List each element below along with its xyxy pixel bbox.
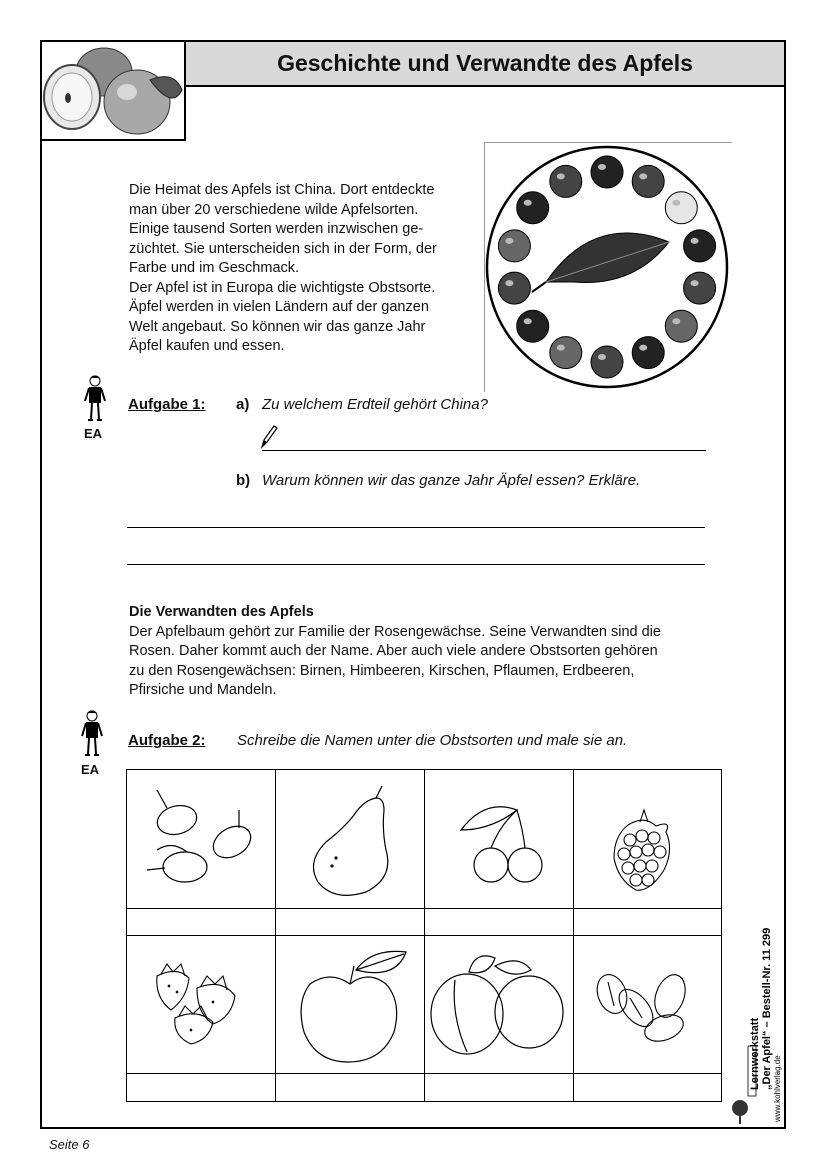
apple-highlight bbox=[639, 345, 647, 351]
side-line1: Lernwerkstatt bbox=[749, 1017, 761, 1090]
fruit-name-field[interactable] bbox=[276, 1074, 425, 1101]
side-line2: „Der Apfel“ – Bestell-Nr. 11 299 bbox=[761, 927, 773, 1090]
task2-label: Aufgabe 2: bbox=[128, 732, 206, 749]
relatives-line: Der Apfelbaum gehört zur Familie der Rosengewächse. Seine Verwandten sind die bbox=[129, 623, 661, 640]
relatives-line: Pfirsiche und Mandeln. bbox=[129, 682, 277, 698]
small-apple-icon bbox=[517, 310, 549, 342]
task1-label: Aufgabe 1: bbox=[128, 396, 206, 413]
small-apple-icon bbox=[684, 272, 716, 304]
intro-line: züchtet. Sie unterscheiden sich in der Form, der bbox=[129, 240, 437, 257]
fruit-cell-strawberry bbox=[127, 936, 276, 1074]
small-apple-icon bbox=[591, 346, 623, 378]
apple-highlight bbox=[524, 318, 532, 324]
fruit-cell-apple bbox=[276, 936, 425, 1074]
apple-icon bbox=[276, 936, 424, 1074]
relatives-line: zu den Rosengewächsen: Birnen, Himbeeren, Kirschen, Pflaumen, Erdbeeren, bbox=[129, 662, 635, 679]
strawberry-icon bbox=[127, 936, 275, 1074]
intro-line: man über 20 verschiedene wilde Apfelsorten. bbox=[129, 201, 419, 218]
fruit-cell-almond bbox=[574, 936, 722, 1074]
task1a-question: Zu welchem Erdteil gehört China? bbox=[262, 396, 488, 413]
relatives-heading: Die Verwandten des Apfels bbox=[129, 604, 314, 620]
plum-icon bbox=[127, 770, 275, 908]
intro-line: Einige tausend Sorten werden inzwischen ge- bbox=[129, 221, 424, 237]
small-apple-icon bbox=[665, 310, 697, 342]
apple-highlight bbox=[505, 238, 513, 244]
intro-line: Äpfel werden in vielen Ländern auf der ganzen bbox=[129, 299, 429, 315]
apple-highlight bbox=[691, 238, 699, 244]
fruit-name-field[interactable] bbox=[127, 909, 276, 936]
intro-line: Der Apfel ist in Europa die wichtigste Obstsorte. bbox=[129, 279, 436, 296]
apple-highlight bbox=[505, 280, 513, 286]
fruit-cell-pear bbox=[276, 770, 425, 909]
fruit-cell-plum bbox=[127, 770, 276, 909]
fruit-name-field[interactable] bbox=[574, 1074, 722, 1101]
answer-line-1a[interactable] bbox=[262, 450, 706, 451]
almond-icon bbox=[574, 936, 722, 1074]
fruit-name-field[interactable] bbox=[425, 1074, 574, 1101]
ea-badge: EA bbox=[81, 762, 100, 777]
small-apple-icon bbox=[498, 272, 530, 304]
small-apple-icon bbox=[665, 192, 697, 224]
intro-line: Die Heimat des Apfels ist China. Dort entdeckte bbox=[129, 182, 435, 198]
fruit-cell-raspberry bbox=[574, 770, 722, 909]
small-apple-icon bbox=[684, 230, 716, 262]
intro-line: Äpfel kaufen und essen. bbox=[129, 338, 285, 354]
small-apple-icon bbox=[632, 337, 664, 369]
apple-highlight bbox=[524, 200, 532, 206]
answer-line-1b-1[interactable] bbox=[127, 527, 705, 528]
fruit-cell-cherry bbox=[425, 770, 574, 909]
cherry-icon bbox=[425, 770, 573, 908]
apple-highlight bbox=[598, 164, 606, 170]
fruit-name-field[interactable] bbox=[127, 1074, 276, 1101]
task1b-question: Warum können wir das ganze Jahr Äpfel essen? Erkläre. bbox=[262, 472, 641, 489]
relatives-line: Rosen. Daher kommt auch der Name. Aber auch viele andere Obstsorten gehören bbox=[129, 643, 658, 659]
apple-highlight bbox=[672, 318, 680, 324]
apple-highlight bbox=[557, 173, 565, 179]
apple-highlight bbox=[557, 345, 565, 351]
fruit-grid bbox=[126, 769, 722, 1102]
intro-line: Welt angebaut. So können wir das ganze Jahr bbox=[129, 318, 426, 335]
intro-text bbox=[129, 181, 479, 357]
small-apple-icon bbox=[517, 192, 549, 224]
apple-highlight bbox=[691, 280, 699, 286]
apple-highlight bbox=[639, 173, 647, 179]
small-apple-icon bbox=[550, 337, 582, 369]
task1b-label: b) bbox=[236, 472, 251, 489]
fruit-name-field[interactable] bbox=[276, 909, 425, 936]
fruit-cell-peach bbox=[425, 936, 574, 1074]
fruit-name-field[interactable] bbox=[574, 909, 722, 936]
answer-line-1b-2[interactable] bbox=[127, 564, 705, 565]
intro-line: Farbe und im Geschmack. bbox=[129, 260, 300, 276]
person-icon bbox=[83, 375, 107, 423]
person-icon bbox=[80, 710, 104, 758]
page-number: Seite 6 bbox=[49, 1137, 90, 1152]
apple-clock-illustration bbox=[484, 142, 734, 392]
page-title: Geschichte und Verwandte des Apfels bbox=[277, 50, 693, 76]
relatives-section bbox=[129, 603, 729, 701]
small-apple-icon bbox=[632, 165, 664, 197]
pear-icon bbox=[276, 770, 424, 908]
raspberry-icon bbox=[574, 770, 722, 908]
apple-highlight bbox=[672, 200, 680, 206]
title-bar bbox=[186, 40, 786, 87]
task2-instruction: Schreibe die Namen unter die Obstsorten und male sie an. bbox=[237, 732, 628, 749]
fruit-name-field[interactable] bbox=[425, 909, 574, 936]
peach-icon bbox=[425, 936, 573, 1074]
apple-photo-icon bbox=[42, 42, 184, 139]
side-url: www.kohlverlag.de bbox=[773, 1055, 782, 1122]
task1a-label: a) bbox=[236, 396, 250, 413]
publisher-info bbox=[728, 860, 788, 1130]
pencil-icon bbox=[259, 424, 279, 450]
apple-highlight bbox=[598, 354, 606, 360]
ea-badge: EA bbox=[84, 426, 103, 441]
apple-photo bbox=[40, 40, 186, 141]
small-apple-icon bbox=[550, 165, 582, 197]
small-apple-icon bbox=[498, 230, 530, 262]
small-apple-icon bbox=[591, 156, 623, 188]
